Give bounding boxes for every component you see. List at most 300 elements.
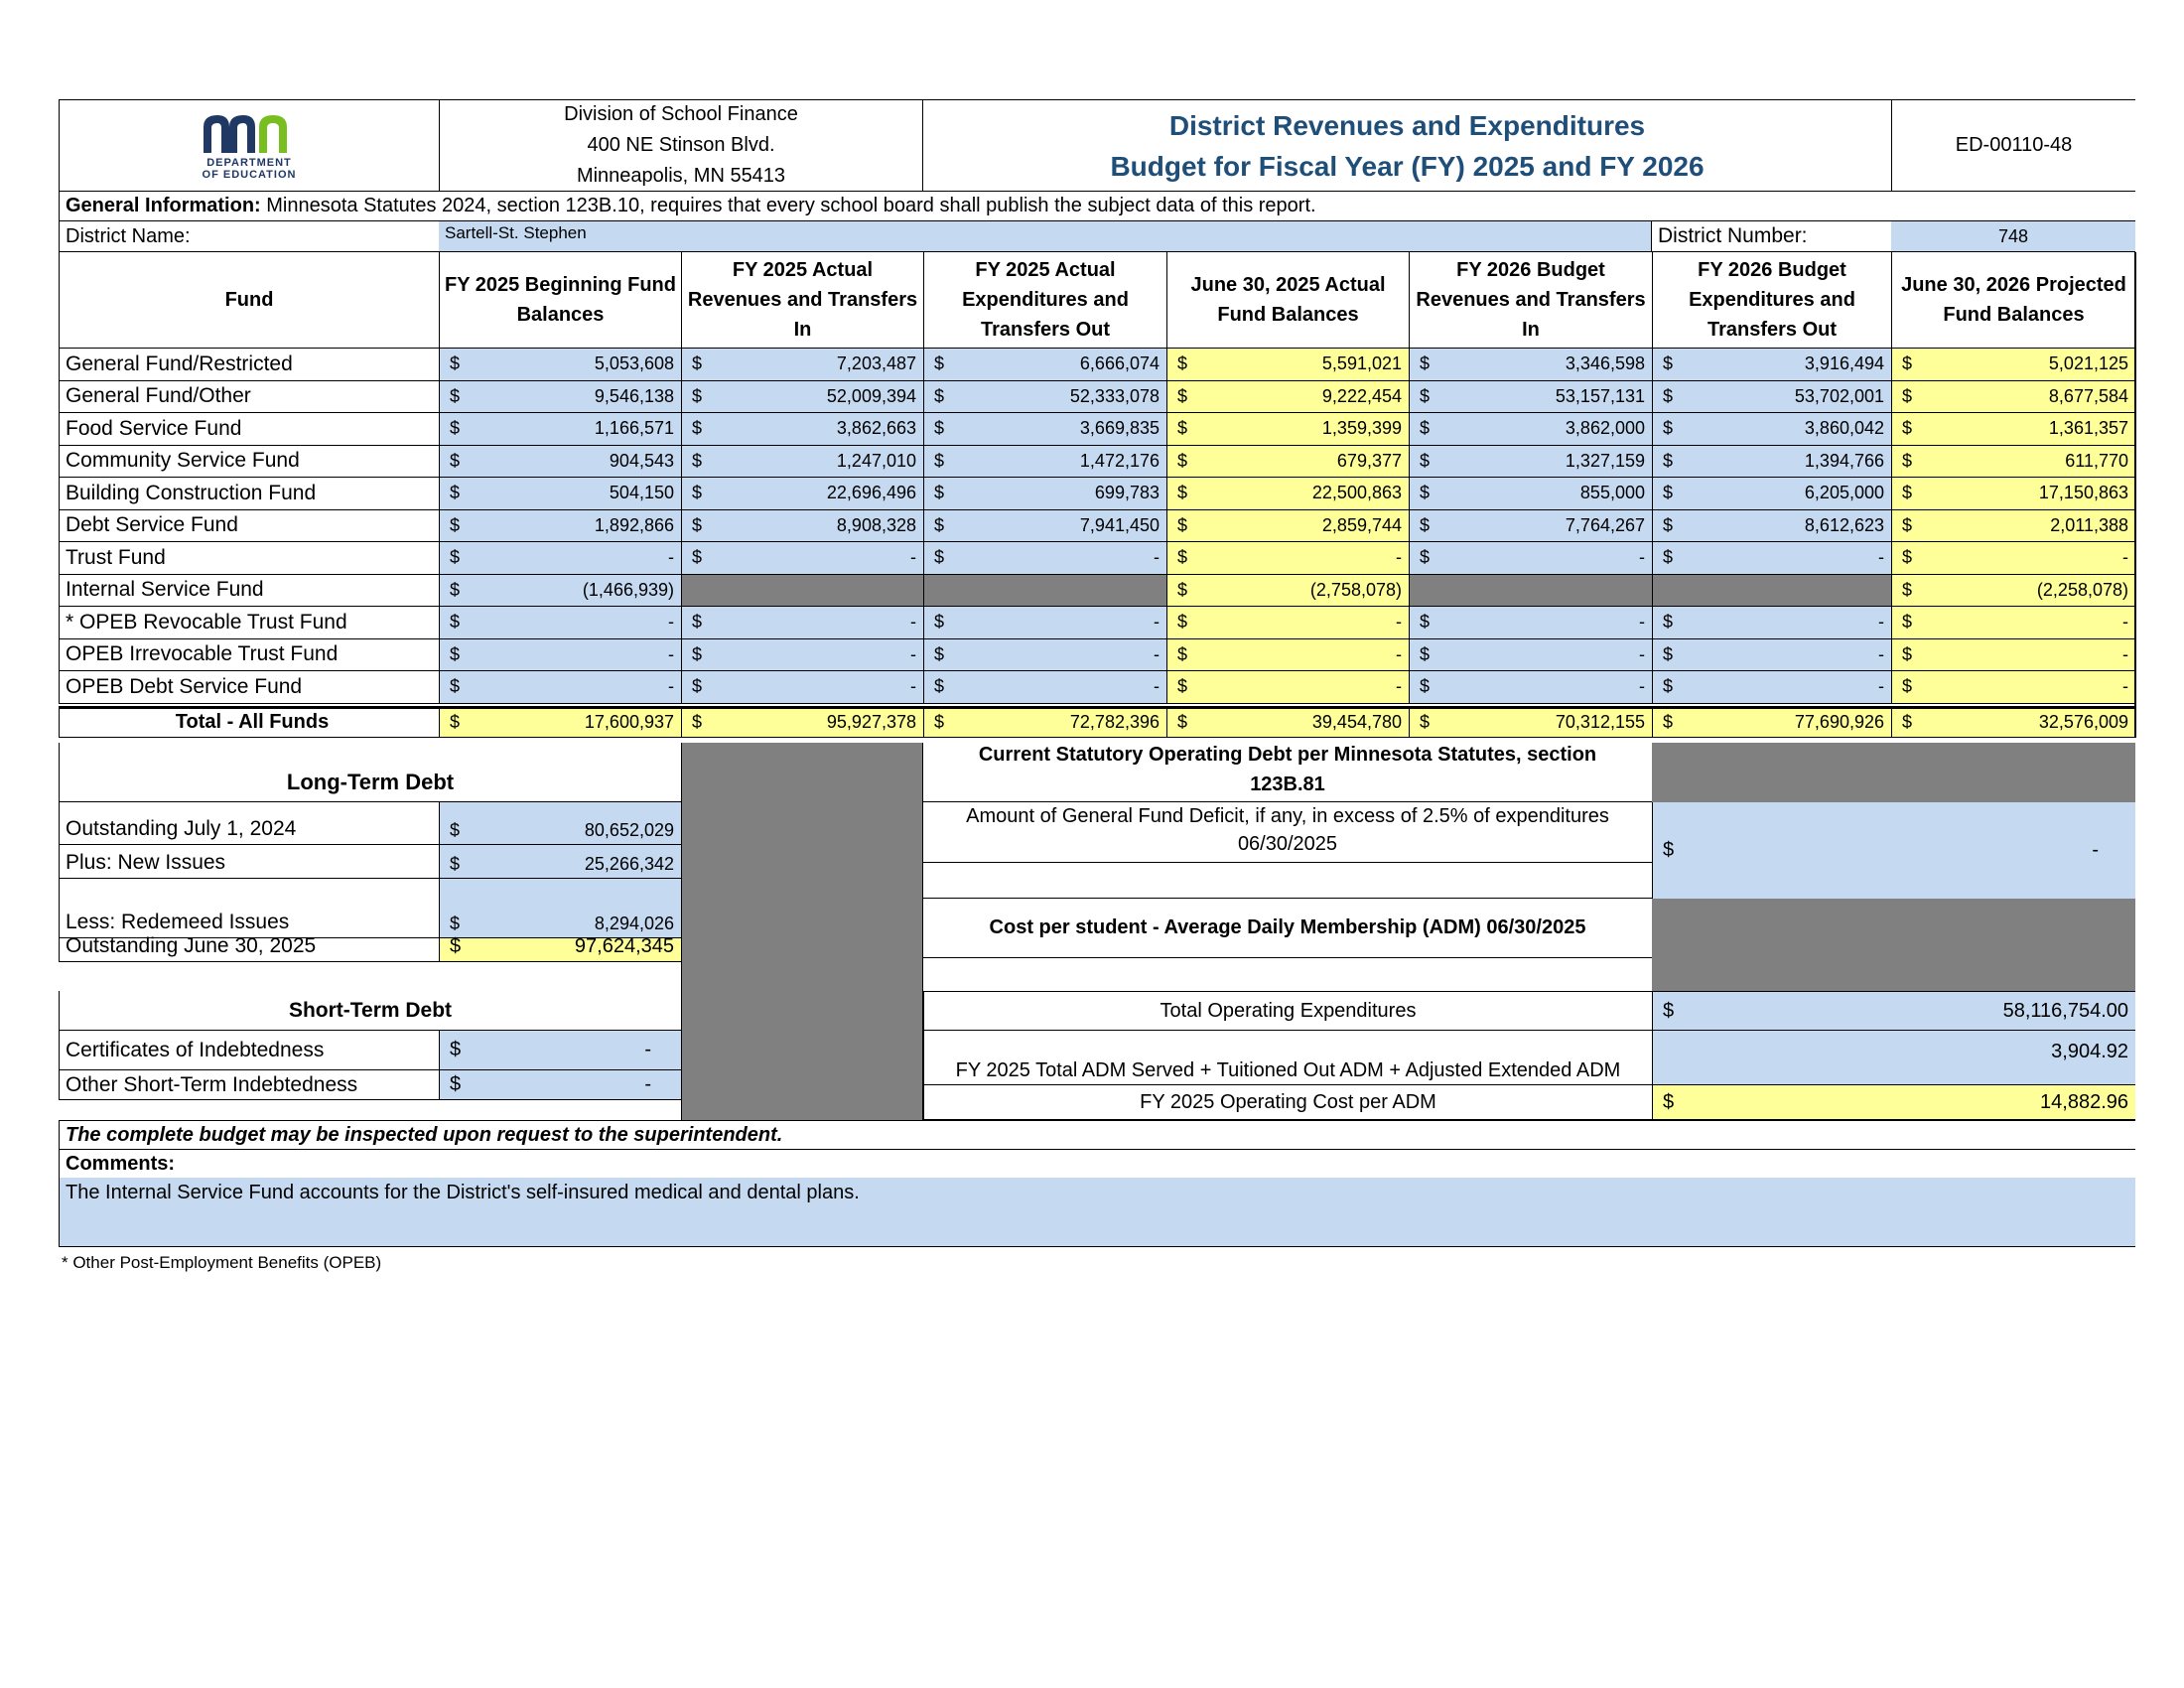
amount: 504,150 bbox=[609, 483, 674, 503]
amount-cell bbox=[439, 542, 681, 575]
currency-sign: $ bbox=[692, 385, 703, 406]
mde-logo-mark bbox=[200, 111, 299, 155]
amount: - bbox=[1878, 547, 1884, 568]
currency-sign: $ bbox=[692, 676, 703, 697]
currency-sign: $ bbox=[692, 643, 703, 664]
amount: 8,908,328 bbox=[836, 514, 916, 535]
amount-cell bbox=[923, 349, 1166, 381]
amount: 22,500,863 bbox=[1311, 483, 1402, 503]
currency-sign: $ bbox=[1420, 418, 1431, 439]
amount: 53,702,001 bbox=[1794, 385, 1884, 406]
amount: 97,624,345 bbox=[574, 935, 674, 957]
grey-filler-middle bbox=[681, 743, 923, 1120]
currency-sign: $ bbox=[450, 612, 461, 633]
amount: 8,294,026 bbox=[594, 914, 674, 933]
currency-sign: $ bbox=[1177, 450, 1188, 471]
amount: (2,758,078) bbox=[1309, 579, 1402, 600]
amount: 679,377 bbox=[1336, 450, 1402, 471]
amount-cell bbox=[1166, 349, 1409, 381]
amount: 1,361,357 bbox=[2048, 418, 2128, 439]
amount-cell bbox=[1409, 542, 1652, 575]
amount-cell bbox=[1891, 446, 2135, 479]
title-line-1: District Revenues and Expenditures bbox=[1168, 109, 1646, 141]
amount: 3,862,000 bbox=[1565, 418, 1645, 439]
currency-sign: $ bbox=[1420, 712, 1431, 733]
currency-sign: $ bbox=[934, 676, 945, 697]
amount: 58,116,754.00 bbox=[2002, 999, 2128, 1022]
amount: - bbox=[1878, 676, 1884, 697]
amount-cell bbox=[1166, 510, 1409, 543]
logo-line1: DEPARTMENT bbox=[206, 157, 292, 169]
currency-sign: $ bbox=[1663, 643, 1674, 664]
amount: 7,203,487 bbox=[836, 353, 916, 374]
ltd-label: Outstanding June 30, 2025 bbox=[59, 938, 439, 962]
currency-sign: $ bbox=[450, 854, 461, 874]
ltd-label: Outstanding July 1, 2024 bbox=[59, 802, 439, 845]
amount-cell bbox=[439, 575, 681, 608]
ltd-label: Plus: New Issues bbox=[59, 845, 439, 879]
currency-sign: $ bbox=[450, 579, 461, 600]
deficit-label: Amount of General Fund Deficit, if any, in excess of 2.5% of expenditures 06/30/2025 bbox=[923, 802, 1652, 863]
amount: - bbox=[1154, 547, 1160, 568]
currency-sign: $ bbox=[1177, 483, 1188, 503]
fund-name: Building Construction Fund bbox=[59, 478, 439, 510]
amount-cell bbox=[1891, 671, 2135, 704]
amount: 32,576,009 bbox=[2038, 712, 2128, 733]
amount-cell bbox=[1891, 706, 2135, 739]
currency-sign: $ bbox=[692, 450, 703, 471]
amount-cell bbox=[439, 446, 681, 479]
currency-sign: $ bbox=[934, 450, 945, 471]
currency-sign: $ bbox=[1177, 579, 1188, 600]
ltd-label: Less: Redemeed Issues bbox=[59, 879, 439, 938]
amount: 22,696,496 bbox=[826, 483, 916, 503]
amount-cell bbox=[1891, 381, 2135, 414]
column-header: FY 2025 Actual Expenditures and Transfers Out bbox=[923, 252, 1166, 349]
amount-cell bbox=[681, 446, 923, 479]
amount-cell bbox=[1166, 446, 1409, 479]
fund-name: Internal Service Fund bbox=[59, 575, 439, 608]
currency-sign: $ bbox=[1902, 612, 1913, 633]
amount: - bbox=[910, 643, 916, 664]
currency-sign: $ bbox=[1902, 385, 1913, 406]
district-name-label: District Name: bbox=[59, 221, 439, 252]
amount: - bbox=[1639, 643, 1645, 664]
amount-cell bbox=[1166, 671, 1409, 704]
currency-sign: $ bbox=[450, 935, 462, 957]
ltd-value bbox=[439, 802, 681, 845]
currency-sign: $ bbox=[692, 353, 703, 374]
currency-sign: $ bbox=[1177, 612, 1188, 633]
currency-sign: $ bbox=[1420, 547, 1431, 568]
amount-cell bbox=[1166, 413, 1409, 446]
currency-sign: $ bbox=[1420, 514, 1431, 535]
amount-cell bbox=[439, 639, 681, 672]
amount: - bbox=[668, 643, 674, 664]
amount: - bbox=[668, 547, 674, 568]
amount-cell bbox=[439, 381, 681, 414]
amount: - bbox=[1396, 643, 1402, 664]
amount-cell bbox=[923, 446, 1166, 479]
ltd-value bbox=[439, 879, 681, 938]
amount: 5,021,125 bbox=[2048, 353, 2128, 374]
amount: 53,157,131 bbox=[1555, 385, 1645, 406]
currency-sign: $ bbox=[450, 1039, 462, 1060]
amount: 2,859,744 bbox=[1321, 514, 1402, 535]
cost-per-student-title: Cost per student - Average Daily Membership (ADM) 06/30/2025 bbox=[923, 899, 1652, 958]
amount-cell bbox=[439, 607, 681, 639]
currency-sign: $ bbox=[1902, 450, 1913, 471]
amount: 25,266,342 bbox=[584, 854, 674, 874]
amount: - bbox=[1154, 676, 1160, 697]
currency-sign: $ bbox=[450, 353, 461, 374]
std-value bbox=[439, 1070, 681, 1100]
currency-sign: $ bbox=[450, 820, 461, 840]
amount-cell bbox=[1166, 478, 1409, 510]
amount-cell bbox=[1409, 706, 1652, 739]
currency-sign: $ bbox=[1902, 483, 1913, 503]
currency-sign: $ bbox=[450, 547, 461, 568]
column-header: FY 2025 Actual Revenues and Transfers In bbox=[681, 252, 923, 349]
currency-sign: $ bbox=[934, 483, 945, 503]
amount-cell bbox=[1652, 706, 1891, 739]
column-header: June 30, 2025 Actual Fund Balances bbox=[1166, 252, 1409, 349]
amount: 72,782,396 bbox=[1069, 712, 1160, 733]
fund-name: OPEB Irrevocable Trust Fund bbox=[59, 639, 439, 672]
amount-cell bbox=[1409, 381, 1652, 414]
amount: 70,312,155 bbox=[1555, 712, 1645, 733]
std-value bbox=[439, 1031, 681, 1070]
amount-cell bbox=[1409, 639, 1652, 672]
amount: - bbox=[2122, 643, 2128, 664]
currency-sign: $ bbox=[1663, 612, 1674, 633]
amount-cell bbox=[1166, 639, 1409, 672]
currency-sign: $ bbox=[1902, 643, 1913, 664]
amount-cell bbox=[923, 381, 1166, 414]
amount-cell bbox=[681, 607, 923, 639]
amount: - bbox=[1154, 643, 1160, 664]
amount-cell bbox=[923, 478, 1166, 510]
short-term-debt-title: Short-Term Debt bbox=[59, 991, 681, 1031]
amount-cell bbox=[923, 510, 1166, 543]
amount-cell bbox=[1409, 349, 1652, 381]
amount-cell bbox=[681, 542, 923, 575]
currency-sign: $ bbox=[450, 1073, 462, 1095]
amount-cell bbox=[1652, 510, 1891, 543]
currency-sign: $ bbox=[1663, 999, 1675, 1022]
amount: 2,011,388 bbox=[2050, 514, 2128, 535]
currency-sign: $ bbox=[1177, 643, 1188, 664]
amount-cell bbox=[681, 413, 923, 446]
column-header: FY 2026 Budget Expenditures and Transfers Out bbox=[1652, 252, 1891, 349]
currency-sign: $ bbox=[1663, 385, 1674, 406]
amount: - bbox=[1639, 676, 1645, 697]
currency-sign: $ bbox=[1663, 676, 1674, 697]
currency-sign: $ bbox=[450, 514, 461, 535]
ltd-value bbox=[439, 935, 681, 962]
amount: (1,466,939) bbox=[582, 579, 674, 600]
fund-name: Trust Fund bbox=[59, 542, 439, 575]
amount-cell bbox=[439, 478, 681, 510]
currency-sign: $ bbox=[692, 483, 703, 503]
currency-sign: $ bbox=[1177, 385, 1188, 406]
currency-sign: $ bbox=[1902, 676, 1913, 697]
amount: 17,600,937 bbox=[584, 712, 674, 733]
currency-sign: $ bbox=[1902, 579, 1913, 600]
amount: - bbox=[910, 547, 916, 568]
amount: - bbox=[668, 676, 674, 697]
currency-sign: $ bbox=[934, 712, 945, 733]
division-line-3: Minneapolis, MN 55413 bbox=[576, 165, 786, 187]
amount: - bbox=[644, 1039, 651, 1060]
empty-cell bbox=[923, 575, 1166, 608]
amount-cell bbox=[1891, 575, 2135, 608]
amount-cell bbox=[681, 478, 923, 510]
currency-sign: $ bbox=[1420, 353, 1431, 374]
amount: 14,882.96 bbox=[2040, 1090, 2128, 1113]
currency-sign: $ bbox=[1902, 353, 1913, 374]
amount-cell bbox=[1652, 671, 1891, 704]
currency-sign: $ bbox=[1177, 547, 1188, 568]
amount-cell bbox=[1891, 639, 2135, 672]
currency-sign: $ bbox=[450, 450, 461, 471]
division-line-1: Division of School Finance bbox=[564, 103, 798, 125]
empty-cell bbox=[1652, 575, 1891, 608]
amount-cell bbox=[1652, 446, 1891, 479]
amount: 1,166,571 bbox=[594, 418, 674, 439]
amount-cell bbox=[1409, 413, 1652, 446]
division-line-2: 400 NE Stinson Blvd. bbox=[587, 134, 775, 156]
fund-name: Community Service Fund bbox=[59, 446, 439, 479]
fund-name: General Fund/Restricted bbox=[59, 349, 439, 381]
amount-cell bbox=[439, 349, 681, 381]
amount: - bbox=[668, 612, 674, 633]
amount-cell bbox=[1166, 607, 1409, 639]
amount-cell bbox=[923, 671, 1166, 704]
amount: - bbox=[1396, 547, 1402, 568]
amount-cell bbox=[681, 706, 923, 739]
district-number-value: 748 bbox=[1891, 221, 2135, 252]
amount-cell bbox=[1891, 413, 2135, 446]
form-id: ED-00110-48 bbox=[1891, 99, 2135, 192]
amount-cell bbox=[1652, 607, 1891, 639]
amount-cell bbox=[923, 413, 1166, 446]
amount-cell bbox=[439, 413, 681, 446]
amount: - bbox=[2122, 612, 2128, 633]
currency-sign: $ bbox=[1420, 385, 1431, 406]
amount: 3,860,042 bbox=[1804, 418, 1884, 439]
amount: - bbox=[2122, 676, 2128, 697]
amount-cell bbox=[681, 381, 923, 414]
fund-name: OPEB Debt Service Fund bbox=[59, 671, 439, 704]
amount: 39,454,780 bbox=[1311, 712, 1402, 733]
ltd-value bbox=[439, 845, 681, 879]
amount-cell bbox=[1652, 381, 1891, 414]
amount: - bbox=[1396, 612, 1402, 633]
cps-label: Total Operating Expenditures bbox=[923, 991, 1652, 1031]
grey-filler-right-1 bbox=[1652, 743, 2135, 802]
amount: - bbox=[1878, 612, 1884, 633]
column-header: FY 2026 Budget Revenues and Transfers In bbox=[1409, 252, 1652, 349]
amount: - bbox=[1154, 612, 1160, 633]
amount-cell bbox=[1166, 542, 1409, 575]
amount: 5,591,021 bbox=[1321, 353, 1402, 374]
amount: 5,053,608 bbox=[594, 353, 674, 374]
amount: 1,327,159 bbox=[1565, 450, 1645, 471]
amount-cell bbox=[1652, 413, 1891, 446]
cps-label: FY 2025 Total ADM Served + Tuitioned Out ADM + Adjusted Extended ADM bbox=[923, 1031, 1652, 1085]
currency-sign: $ bbox=[1663, 353, 1674, 374]
amount: - bbox=[2122, 547, 2128, 568]
title-line-2: Budget for Fiscal Year (FY) 2025 and FY 2026 bbox=[1110, 150, 1705, 182]
district-number-label: District Number: bbox=[1652, 221, 1891, 252]
amount-cell bbox=[1652, 639, 1891, 672]
currency-sign: $ bbox=[1902, 712, 1913, 733]
amount: - bbox=[910, 612, 916, 633]
deficit-spacer bbox=[923, 863, 1652, 899]
empty-cell bbox=[1409, 575, 1652, 608]
currency-sign: $ bbox=[934, 353, 945, 374]
currency-sign: $ bbox=[1663, 1090, 1675, 1113]
amount-cell bbox=[1166, 706, 1409, 739]
amount: 8,612,623 bbox=[1804, 514, 1884, 535]
amount-cell bbox=[1409, 671, 1652, 704]
total-row-label: Total - All Funds bbox=[59, 706, 439, 739]
long-term-debt-title: Long-Term Debt bbox=[59, 743, 681, 802]
amount-cell bbox=[681, 639, 923, 672]
currency-sign: $ bbox=[1177, 418, 1188, 439]
amount: 9,222,454 bbox=[1321, 385, 1402, 406]
amount-cell bbox=[1891, 349, 2135, 381]
amount: 699,783 bbox=[1094, 483, 1160, 503]
comments-label: Comments: bbox=[59, 1150, 2135, 1178]
amount: - bbox=[1878, 643, 1884, 664]
general-info-text: Minnesota Statutes 2024, section 123B.10, requires that every school board shall publish the subject data of this report. bbox=[260, 195, 1316, 216]
report-title bbox=[923, 99, 1891, 192]
mde-logo bbox=[60, 101, 439, 191]
currency-sign: $ bbox=[1420, 643, 1431, 664]
currency-sign: $ bbox=[450, 676, 461, 697]
cps-value bbox=[1652, 991, 2135, 1031]
fund-name: Food Service Fund bbox=[59, 413, 439, 446]
currency-sign: $ bbox=[1663, 450, 1674, 471]
std-label: Other Short-Term Indebtedness bbox=[59, 1070, 439, 1100]
amount-cell bbox=[439, 706, 681, 739]
amount-cell bbox=[1409, 478, 1652, 510]
amount: 9,546,138 bbox=[594, 385, 674, 406]
general-info bbox=[59, 192, 2135, 221]
currency-sign: $ bbox=[692, 612, 703, 633]
currency-sign: $ bbox=[934, 514, 945, 535]
currency-sign: $ bbox=[1177, 353, 1188, 374]
amount-cell bbox=[1409, 510, 1652, 543]
amount-cell bbox=[1652, 542, 1891, 575]
currency-sign: $ bbox=[450, 643, 461, 664]
currency-sign: $ bbox=[1663, 514, 1674, 535]
amount: 8,677,584 bbox=[2048, 385, 2128, 406]
currency-sign: $ bbox=[692, 712, 703, 733]
amount: 80,652,029 bbox=[584, 820, 674, 840]
amount-cell bbox=[923, 706, 1166, 739]
currency-sign: $ bbox=[1420, 450, 1431, 471]
currency-sign: $ bbox=[692, 514, 703, 535]
currency-sign: $ bbox=[934, 612, 945, 633]
amount: 611,770 bbox=[2065, 450, 2128, 471]
amount: 77,690,926 bbox=[1794, 712, 1884, 733]
currency-sign: $ bbox=[692, 547, 703, 568]
currency-sign: $ bbox=[450, 385, 461, 406]
amount: 1,394,766 bbox=[1804, 450, 1884, 471]
fund-name: Debt Service Fund bbox=[59, 510, 439, 543]
amount: 1,892,866 bbox=[594, 514, 674, 535]
amount: 95,927,378 bbox=[826, 712, 916, 733]
district-name-value: Sartell-St. Stephen bbox=[439, 221, 1652, 252]
currency-sign: $ bbox=[1177, 514, 1188, 535]
division-address bbox=[439, 99, 923, 192]
logo-line2: OF EDUCATION bbox=[202, 169, 297, 181]
amount-cell bbox=[1166, 381, 1409, 414]
cps-label: FY 2025 Operating Cost per ADM bbox=[923, 1085, 1652, 1120]
currency-sign: $ bbox=[450, 483, 461, 503]
amount-cell bbox=[1891, 607, 2135, 639]
amount: 6,205,000 bbox=[1804, 483, 1884, 503]
amount: 1,247,010 bbox=[836, 450, 916, 471]
currency-sign: $ bbox=[1177, 712, 1188, 733]
currency-sign: $ bbox=[450, 418, 461, 439]
grey-filler-right-2 bbox=[1652, 899, 2135, 991]
amount-cell bbox=[1652, 478, 1891, 510]
currency-sign: $ bbox=[1902, 514, 1913, 535]
inspection-note: The complete budget may be inspected upon request to the superintendent. bbox=[59, 1120, 2135, 1150]
amount: 52,333,078 bbox=[1069, 385, 1160, 406]
amount: 52,009,394 bbox=[826, 385, 916, 406]
currency-sign: $ bbox=[934, 547, 945, 568]
amount: - bbox=[1396, 676, 1402, 697]
amount-cell bbox=[1409, 446, 1652, 479]
fund-name: * OPEB Revocable Trust Fund bbox=[59, 607, 439, 639]
currency-sign: $ bbox=[1663, 839, 1675, 861]
currency-sign: $ bbox=[1177, 676, 1188, 697]
amount: 17,150,863 bbox=[2038, 483, 2128, 503]
amount: 6,666,074 bbox=[1079, 353, 1160, 374]
operating-debt-title: Current Statutory Operating Debt per Minnesota Statutes, section 123B.81 bbox=[923, 738, 1652, 802]
amount: 3,346,598 bbox=[1565, 353, 1645, 374]
currency-sign: $ bbox=[1663, 418, 1674, 439]
empty-cell bbox=[681, 575, 923, 608]
amount: - bbox=[1639, 612, 1645, 633]
amount-cell bbox=[439, 671, 681, 704]
amount: 7,941,450 bbox=[1079, 514, 1160, 535]
amount: - bbox=[644, 1073, 651, 1095]
fund-name: General Fund/Other bbox=[59, 381, 439, 414]
amount: 1,472,176 bbox=[1079, 450, 1160, 471]
currency-sign: $ bbox=[934, 643, 945, 664]
column-header: FY 2025 Beginning Fund Balances bbox=[439, 252, 681, 349]
amount-cell bbox=[439, 510, 681, 543]
amount-cell bbox=[1891, 478, 2135, 510]
cps-value bbox=[1652, 1031, 2135, 1085]
amount: 3,862,663 bbox=[836, 418, 916, 439]
currency-sign: $ bbox=[450, 712, 461, 733]
std-label: Certificates of Indebtedness bbox=[59, 1031, 439, 1070]
amount-cell bbox=[923, 607, 1166, 639]
currency-sign: $ bbox=[1902, 547, 1913, 568]
currency-sign: $ bbox=[692, 418, 703, 439]
amount-cell bbox=[1166, 575, 1409, 608]
amount: - bbox=[1639, 547, 1645, 568]
amount-cell bbox=[681, 671, 923, 704]
general-info-label: General Information: bbox=[66, 195, 261, 216]
